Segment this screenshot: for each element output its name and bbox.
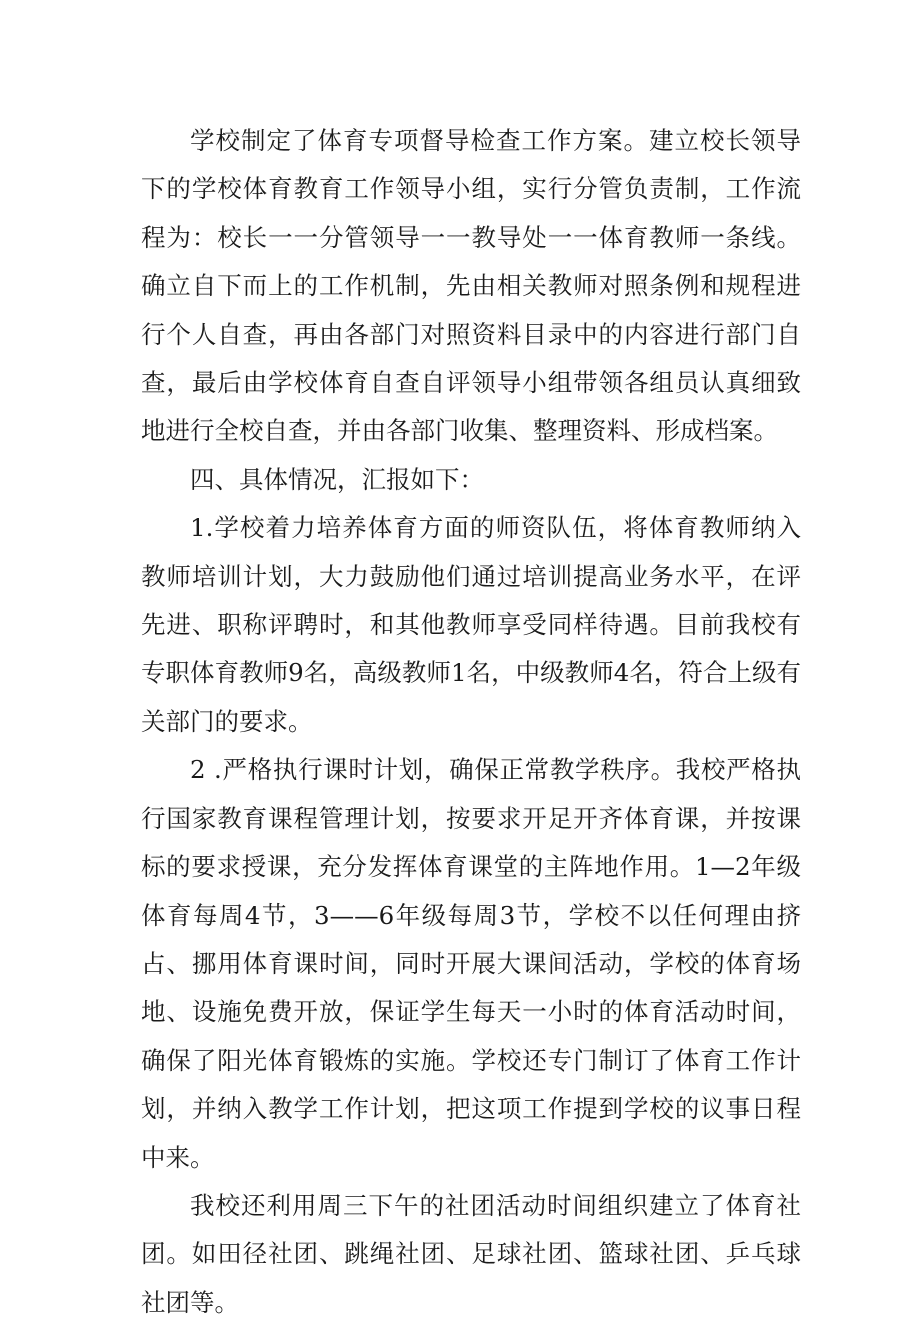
paragraph-teacher-staffing: 1.学校着力培养体育方面的师资队伍，将体育教师纳入教师培训计划，大力鼓励他们通过培训提高业务水平，在评先进、职称评聘时，和其他教师享受同样待遇。目前我校有专职体育教师9名，高级教师1名，中级教师4名，符合上级有关部门的要求。 — [141, 513, 801, 736]
paragraph-class-schedule: 2 .严格执行课时计划，确保正常教学秩序。我校严格执行国家教育课程管理计划，按要求开足开齐体育课，并按课标的要求授课，充分发挥体育课堂的主阵地作用。1—2年级体育每周4节，3——6年级每周3节，学校不以任何理由挤占、挪用体育课时间，同时开展大课间活动，学校的体育场地、设施免费开放，保证学生每天一小时的体育活动时间，确保了阳光体育锻炼的实施。学校还专门制订了体育工作计划，并纳入教学工作计划，把这项工作提到学校的议事日程中来。 — [141, 755, 801, 1172]
document-body — [141, 117, 801, 1327]
paragraph-supervision-plan: 学校制定了体育专项督导检查工作方案。建立校长领导下的学校体育教育工作领导小组，实行分管负责制，工作流程为：校长一一分管领导一一教导处一一体育教师一条线。确立自下而上的工作机制，先由相关教师对照条例和规程进行个人自查，再由各部门对照资料目录中的内容进行部门自查，最后由学校体育自查自评领导小组带领各组员认真细致地进行全校自查，并由各部门收集、整理资料、形成档案。 — [141, 126, 801, 446]
paragraph-sports-clubs: 我校还利用周三下午的社团活动时间组织建立了体育社团。如田径社团、跳绳社团、足球社团、篮球社团、乒乓球社团等。 — [141, 1190, 801, 1317]
paragraph-section-heading: 四、具体情况，汇报如下： — [190, 464, 484, 494]
